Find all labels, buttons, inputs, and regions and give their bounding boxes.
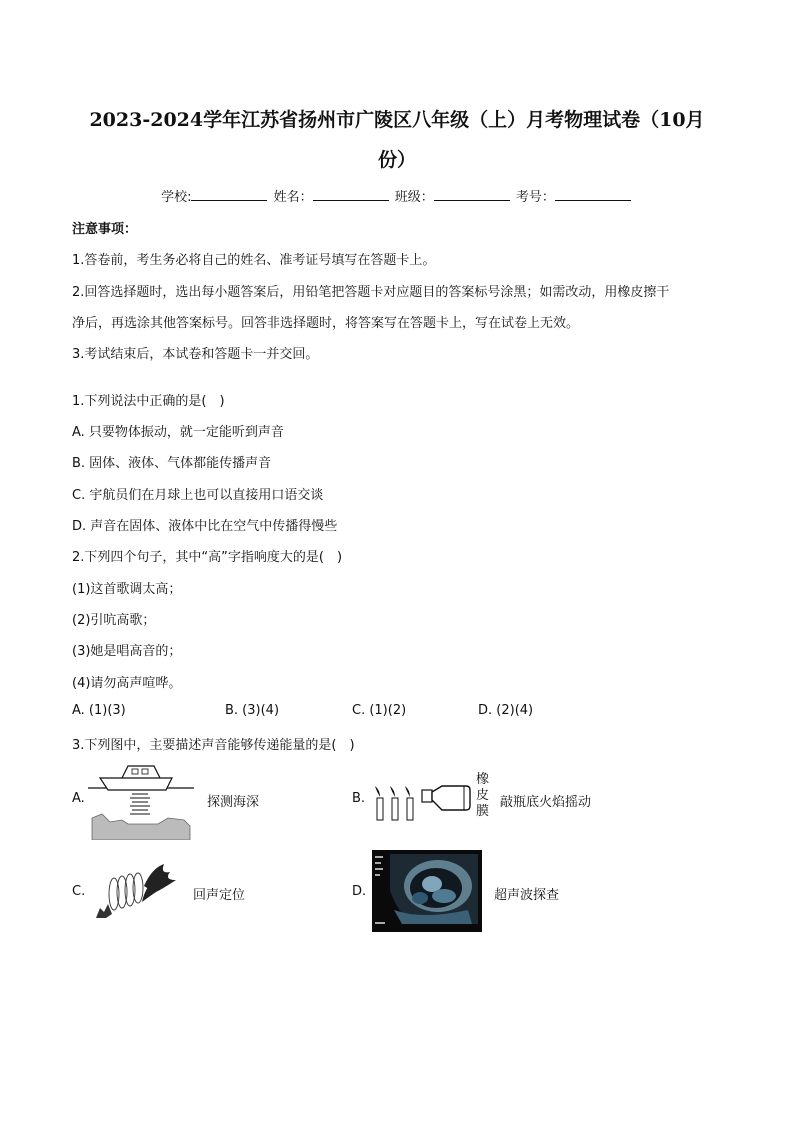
- q3-option-d-caption: 超声波探查: [494, 888, 560, 903]
- notice-item-1: 1.答卷前，考生务必将自己的姓名、准考证号填写在答题卡上。: [72, 253, 436, 268]
- notice-item-2-cont: 净后，再选涂其他答案标号。回答非选择题时，将答案写在答题卡上，写在试卷上无效。: [72, 316, 580, 331]
- class-blank[interactable]: [434, 188, 510, 201]
- title-line-2: 份）: [377, 149, 416, 171]
- q3-stem: 3.下列图中，主要描述声音能够传递能量的是( ): [72, 738, 355, 753]
- q3-option-c-letter[interactable]: C.: [72, 884, 86, 899]
- q3-option-b-caption: 敲瓶底火焰摇动: [500, 795, 592, 810]
- title-line-1: 2023-2024学年江苏省扬州市广陵区八年级（上）月考物理试卷（10月: [89, 109, 705, 131]
- q1-option-a[interactable]: A. 只要物体振动，就一定能听到声音: [72, 425, 284, 440]
- name-label: 姓名：: [273, 190, 313, 205]
- bat-echolocation-figure: [94, 862, 180, 920]
- school-blank[interactable]: [191, 188, 267, 201]
- class-label: 班级：: [394, 190, 434, 205]
- q2-sentence-2: (2)引吭高歌；: [72, 613, 156, 628]
- number-blank[interactable]: [555, 188, 631, 201]
- name-blank[interactable]: [313, 188, 389, 201]
- school-label: 学校:: [161, 190, 192, 205]
- q3-option-c-caption: 回声定位: [193, 888, 246, 903]
- q2-option-a[interactable]: A. (1)(3): [72, 703, 126, 718]
- candle-bottle-figure: [370, 780, 475, 825]
- q2-stem: 2.下列四个句子，其中“高”字指响度大的是( ): [72, 550, 343, 565]
- q1-option-c[interactable]: C. 宇航员们在月球上也可以直接用口语交谈: [72, 488, 324, 503]
- rubber-membrane-label: [476, 772, 489, 820]
- q1-option-b[interactable]: B. 固体、液体、气体都能传播声音: [72, 456, 272, 471]
- student-info-row: [0, 186, 794, 205]
- number-label: 考号：: [515, 190, 555, 205]
- q1-stem: 1.下列说法中正确的是( ): [72, 394, 225, 409]
- notice-item-3: 3.考试结束后，本试卷和答题卡一并交回。: [72, 347, 319, 362]
- ultrasound-scan-figure: [372, 850, 482, 932]
- q2-sentence-1: (1)这首歌调太高；: [72, 582, 182, 597]
- q2-option-c[interactable]: C. (1)(2): [352, 703, 407, 718]
- q2-sentence-3: (3)她是唱高音的；: [72, 644, 182, 659]
- membrane-char-1: 橡: [476, 772, 490, 787]
- notice-heading: 注意事项：: [72, 222, 138, 237]
- q2-option-d[interactable]: D. (2)(4): [478, 703, 534, 718]
- q2-option-b[interactable]: B. (3)(4): [225, 703, 280, 718]
- membrane-char-2: 皮: [476, 788, 490, 803]
- q3-option-a-caption: 探测海深: [207, 795, 260, 810]
- q3-option-d-letter[interactable]: D.: [352, 884, 367, 899]
- q3-option-a-letter[interactable]: A.: [72, 791, 85, 806]
- page-title: [60, 100, 734, 180]
- membrane-char-3: 膜: [476, 804, 490, 819]
- q3-option-b-letter[interactable]: B.: [352, 791, 366, 806]
- notice-item-2: 2.回答选择题时，选出每小题答案后，用铅笔把答题卡对应题目的答案标号涂黑；如需改动，用橡皮擦干: [72, 285, 670, 300]
- q1-option-d[interactable]: D. 声音在固体、液体中比在空气中传播得慢些: [72, 519, 338, 534]
- q2-sentence-4: (4)请勿高声喧哗。: [72, 676, 182, 691]
- sonar-boat-figure: [88, 760, 194, 840]
